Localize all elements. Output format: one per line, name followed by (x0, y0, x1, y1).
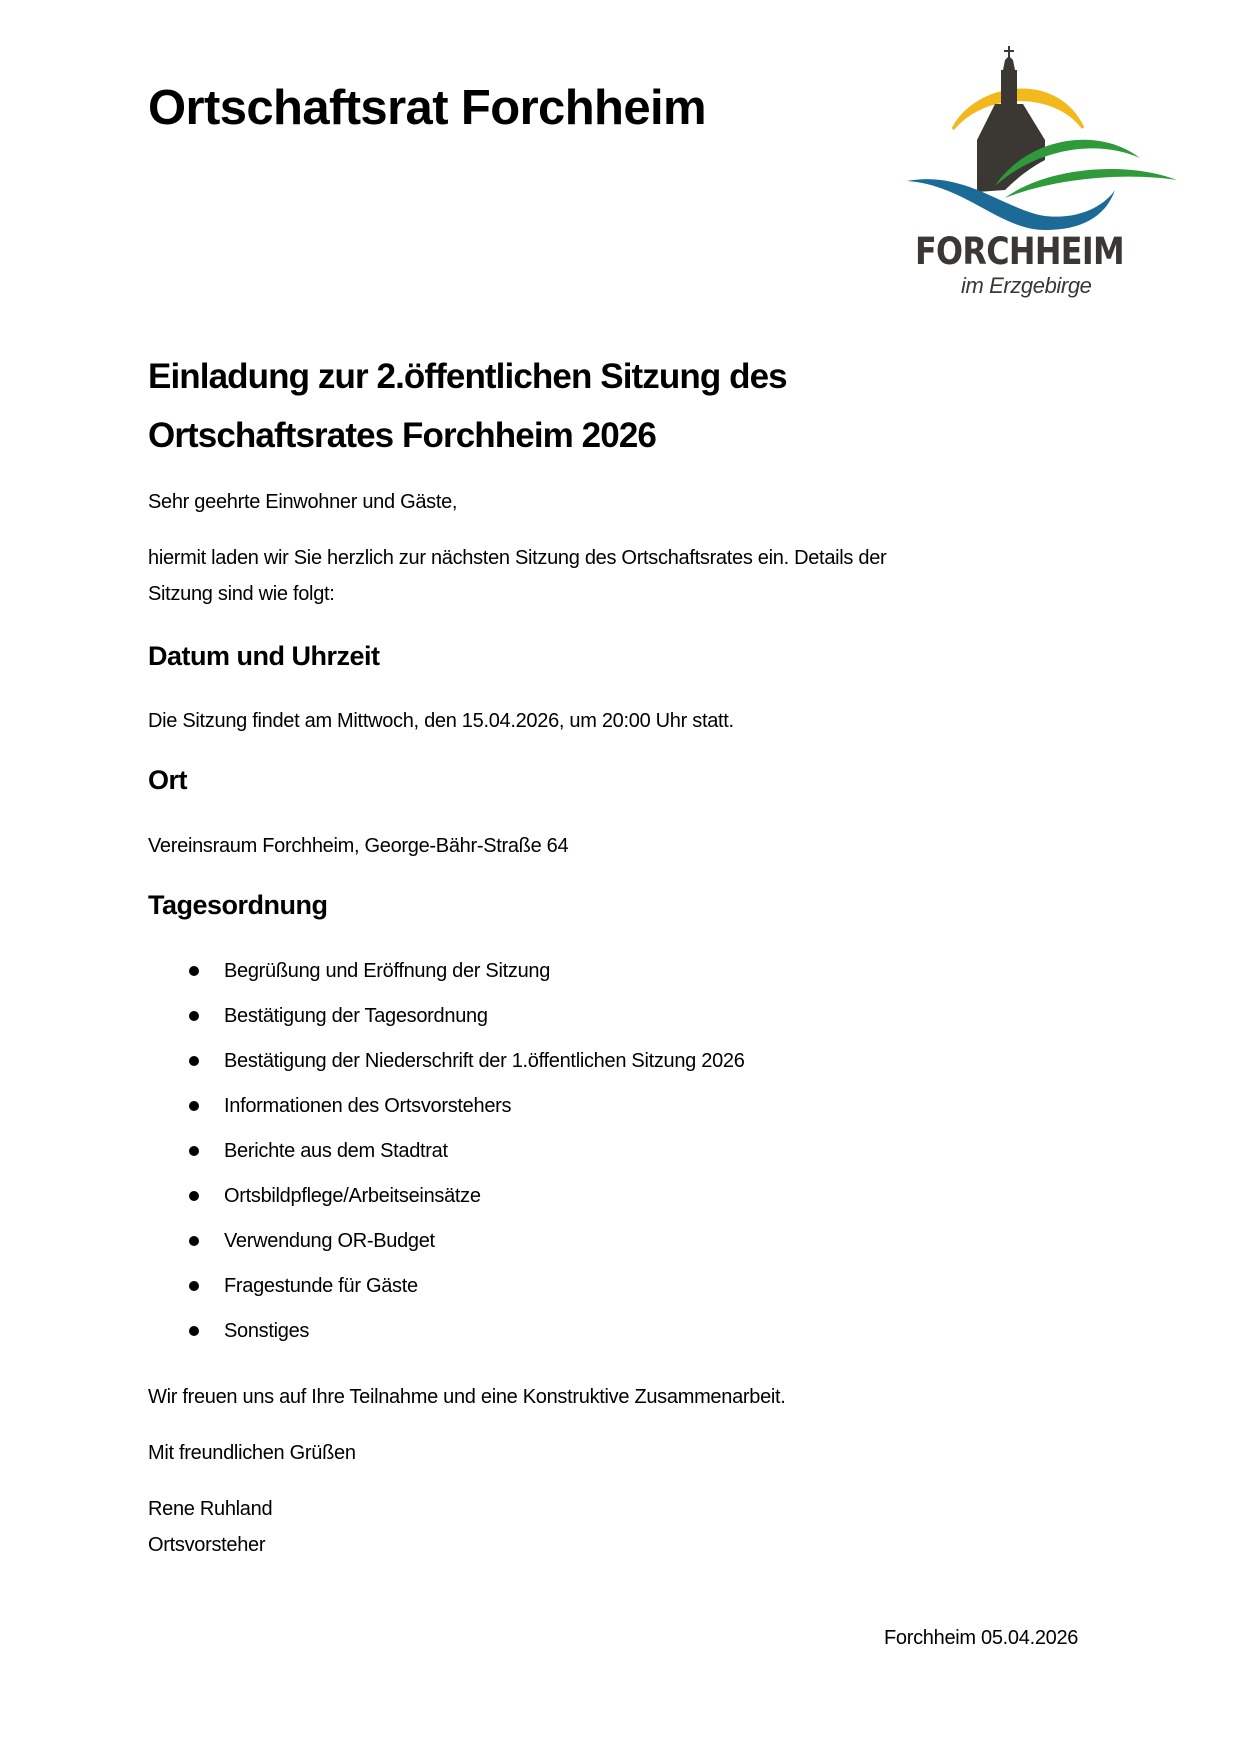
place-date: Forchheim 05.04.2026 (884, 1627, 1079, 1649)
greeting: Sehr geehrte Einwohner und Gäste, (148, 491, 458, 513)
invitation-heading-line2: Ortschaftsrates Forchheim 2026 (148, 416, 656, 455)
agenda-item-text: Begrüßung und Eröffnung der Sitzung (224, 960, 551, 982)
river-wave-icon (907, 179, 1115, 230)
closing-text: Wir freuen uns auf Ihre Teilnahme und eine Konstruktive Zusammenarbeit. (148, 1386, 786, 1408)
agenda-item (148, 953, 745, 998)
agenda-item-text: Ortsbildpflege/Arbeitseinsätze (224, 1185, 481, 1207)
intro-line2: Sitzung sind wie folgt: (148, 583, 335, 605)
location-text: Vereinsraum Forchheim, George-Bähr-Straße 64 (148, 835, 569, 857)
agenda-list (148, 953, 745, 1358)
section-heading-location: Ort (148, 765, 187, 795)
bullet-icon (189, 966, 199, 976)
datetime-text: Die Sitzung findet am Mittwoch, den 15.04.2026, um 20:00 Uhr statt. (148, 710, 734, 732)
agenda-item (148, 1133, 745, 1178)
section-heading-datetime: Datum und Uhrzeit (148, 641, 380, 671)
agenda-item-text: Verwendung OR-Budget (224, 1230, 435, 1252)
agenda-item-text: Bestätigung der Tagesordnung (224, 1005, 488, 1027)
church-landscape-logo-icon (905, 40, 1180, 230)
signer-name: Rene Ruhland (148, 1498, 273, 1520)
section-heading-agenda: Tagesordnung (148, 890, 328, 920)
agenda-item (148, 1223, 745, 1268)
hill-arc-icon (1005, 169, 1177, 198)
signer-role: Ortsvorsteher (148, 1534, 266, 1556)
bullet-icon (189, 1281, 199, 1291)
logo-subtitle: im Erzgebirge (961, 273, 1092, 298)
agenda-item (148, 1088, 745, 1133)
agenda-item (148, 1268, 745, 1313)
bullet-icon (189, 1326, 199, 1336)
agenda-item-text: Informationen des Ortsvorstehers (224, 1095, 512, 1117)
agenda-item-text: Bestätigung der Niederschrift der 1.öffentlichen Sitzung 2026 (224, 1050, 745, 1072)
intro-line1: hiermit laden wir Sie herzlich zur nächsten Sitzung des Ortschaftsrates ein. Details der (148, 547, 887, 569)
agenda-item (148, 998, 745, 1043)
invitation-heading-line1: Einladung zur 2.öffentlichen Sitzung des (148, 357, 787, 396)
bullet-icon (189, 1146, 199, 1156)
bullet-icon (189, 1011, 199, 1021)
logo-name: FORCHHEIM (915, 230, 1124, 273)
agenda-item (148, 1043, 745, 1088)
bullet-icon (189, 1056, 199, 1066)
agenda-item-text: Fragestunde für Gäste (224, 1275, 418, 1297)
bullet-icon (189, 1236, 199, 1246)
agenda-item (148, 1178, 745, 1223)
page-title: Ortschaftsrat Forchheim (148, 81, 707, 135)
agenda-item-text: Berichte aus dem Stadtrat (224, 1140, 448, 1162)
bullet-icon (189, 1191, 199, 1201)
regards: Mit freundlichen Grüßen (148, 1442, 356, 1464)
agenda-item-text: Sonstiges (224, 1320, 310, 1342)
bullet-icon (189, 1101, 199, 1111)
agenda-item (148, 1313, 745, 1358)
forchheim-logo (905, 40, 1180, 310)
